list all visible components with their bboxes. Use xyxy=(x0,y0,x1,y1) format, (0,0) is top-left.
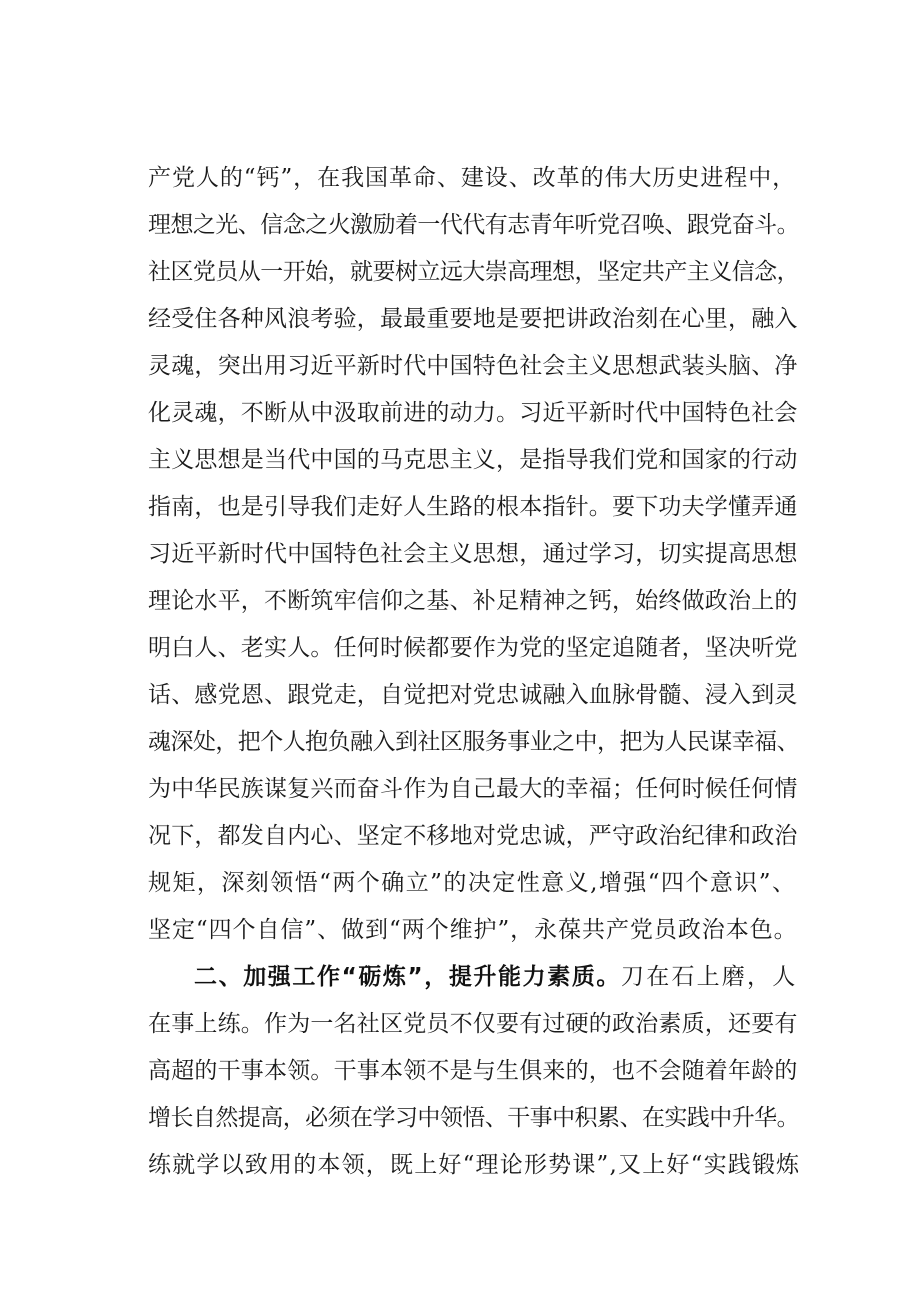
text-line: 指南，也是引导我们走好人生路的根本指针。要下功夫学懂弄通 xyxy=(148,494,798,520)
text-line: 化灵魂，不断从中汲取前进的动力。习近平新时代中国特色社会 xyxy=(148,400,798,426)
text-line: 增长自然提高，必须在学习中领悟、干事中积累、在实践中升华。 xyxy=(148,1105,800,1131)
text-line: 在事上练。作为一名社区党员不仅要有过硬的政治素质，还要有 xyxy=(148,1011,798,1037)
text-line: 产党人的“钙”，在我国革命、建设、改革的伟大历史进程中， xyxy=(148,165,797,191)
text-line: 理想之光、信念之火激励着一代代有志青年听党召唤、跟党奋斗。 xyxy=(148,212,800,238)
text-line: 规矩，深刻领悟“两个确立”的决定性意义,增强“四个意识”、 xyxy=(148,870,797,896)
text-line: 况下，都发自内心、坚定不移地对党忠诚，严守政治纪律和政治 xyxy=(148,823,798,849)
text-line: 社区党员从一开始，就要树立远大崇高理想，坚定共产主义信念， xyxy=(148,259,800,285)
section-heading-line xyxy=(194,962,797,992)
section-heading-continuation: 刀在石上磨，人 xyxy=(621,964,798,990)
text-line: 坚定“四个自信”、做到“两个维护”，永葆共产党员政治本色。 xyxy=(148,917,798,943)
text-line: 习近平新时代中国特色社会主义思想，通过学习，切实提高思想 xyxy=(148,541,798,567)
text-line: 明白人、老实人。任何时候都要作为党的坚定追随者，坚决听党 xyxy=(148,635,798,661)
text-line: 为中华民族谋复兴而奋斗作为自己最大的幸福；任何时候任何情 xyxy=(148,776,798,802)
text-line: 经受住各种风浪考验，最最重要地是要把讲政治刻在心里，融入 xyxy=(148,306,798,332)
text-line: 理论水平，不断筑牢信仰之基、补足精神之钙，始终做政治上的 xyxy=(148,588,798,614)
text-line: 灵魂，突出用习近平新时代中国特色社会主义思想武装头脑、净 xyxy=(148,353,798,379)
text-line: 魂深处，把个人抱负融入到社区服务事业之中，把为人民谋幸福、 xyxy=(148,729,800,755)
text-line: 话、感党恩、跟党走，自觉把对党忠诚融入血脉骨髓、浸入到灵 xyxy=(148,682,798,708)
text-line: 主义思想是当代中国的马克思主义，是指导我们党和国家的行动 xyxy=(148,447,798,473)
text-line: 练就学以致用的本领，既上好“理论形势课”,又上好“实践锻炼 xyxy=(148,1152,801,1178)
text-line: 高超的干事本领。干事本领不是与生俱来的，也不会随着年龄的 xyxy=(148,1058,798,1084)
section-heading: 二、加强工作“砺炼”，提升能力素质。 xyxy=(194,964,622,990)
